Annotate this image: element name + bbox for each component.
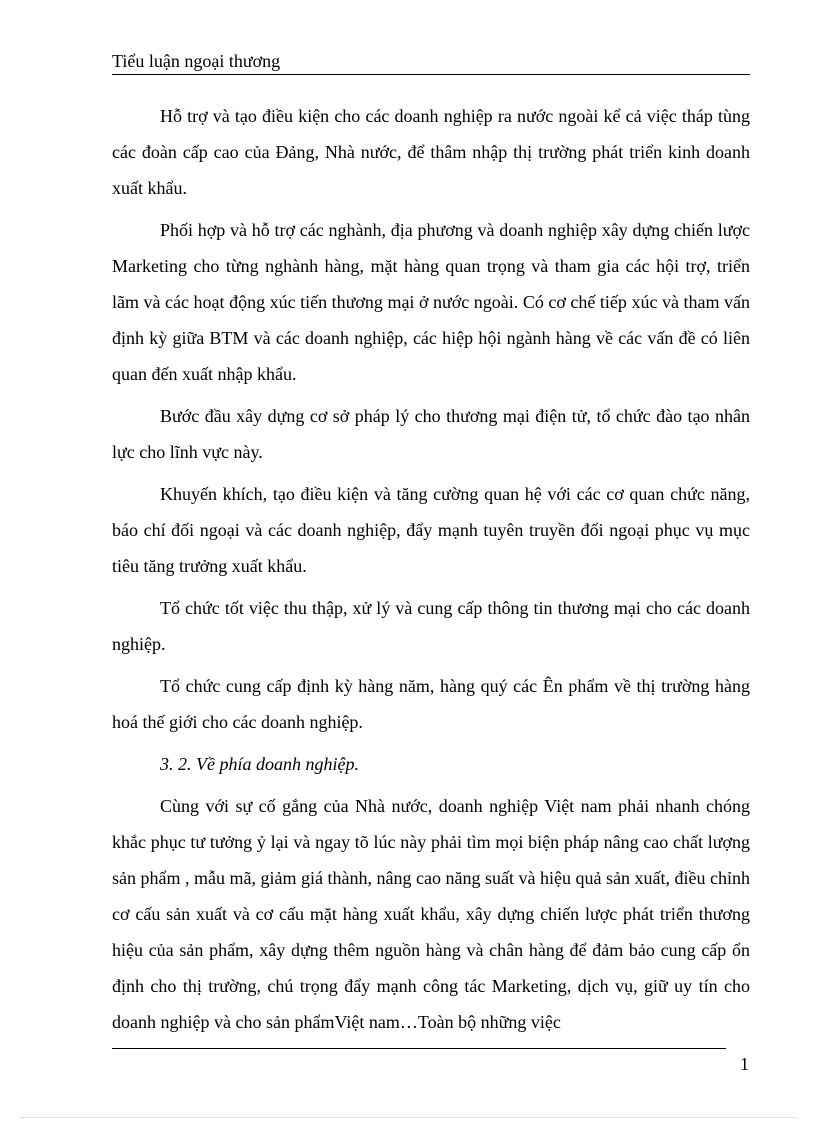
section-heading: 3. 2. Về phía doanh nghiệp. [160, 754, 359, 774]
running-header-title: Tiểu luận ngoại thương [112, 51, 281, 71]
document-body [112, 98, 750, 1046]
paragraph: Tổ chức tốt việc thu thập, xử lý và cung cấp thông tin thương mại cho các doanh nghiệp. [112, 598, 750, 654]
paragraph: Hỗ trợ và tạo điều kiện cho các doanh nghiệp ra nước ngoài kể cả việc tháp tùng các đoàn cấp cao của Đảng, Nhà nước, để thâm nhập thị trường phát triển kinh doanh xuất khẩu. [112, 106, 750, 198]
paragraph: Khuyến khích, tạo điều kiện và tăng cường quan hệ với các cơ quan chức năng, báo chí đối ngoại và các doanh nghiệp, đẩy mạnh tuyên truyền đối ngoại phục vụ mục tiêu tăng trưởng xuất khẩu. [112, 484, 750, 576]
paragraph: Cùng với sự cố gắng của Nhà nước, doanh nghiệp Việt nam phải nhanh chóng khắc phục tư tưởng ỷ lại và ngay tõ lúc này phải tìm mọi biện pháp nâng cao chất lượng sản phẩm , mẫu mã, giảm giá thành, nâng cao năng suất và hiệu quả sản xuất, điều chỉnh cơ cấu sản xuất và cơ cấu mặt hàng xuất khẩu, xây dựng chiến lược phát triển thương hiệu của sản phẩm, xây dựng thêm nguồn hàng và chân hàng để đảm bảo cung cấp ổn định cho thị trường, chú trọng đẩy mạnh công tác Marketing, dịch vụ, giữ uy tín cho doanh nghiệp và cho sản phẩmViệt nam…Toàn bộ những việc [112, 796, 750, 1032]
page-number: 1 [740, 1054, 749, 1074]
header-rule [112, 74, 750, 75]
footer-rule [112, 1048, 726, 1049]
paragraph: Tổ chức cung cấp định kỳ hàng năm, hàng quý các Ên phẩm về thị trường hàng hoá thế giới cho các doanh nghiệp. [112, 676, 750, 732]
page-boundary-dotted-line [20, 1117, 796, 1118]
paragraph: Bước đầu xây dựng cơ sở pháp lý cho thương mại điện tử, tổ chức đào tạo nhân lực cho lĩnh vực này. [112, 406, 750, 462]
paragraph: Phối hợp và hỗ trợ các nghành, địa phương và doanh nghiệp xây dựng chiến lược Marketing cho từng nghành hàng, mặt hàng quan trọng và tham gia các hội trợ, triển lãm và các hoạt động xúc tiến thương mại ở nước ngoài. Có cơ chế tiếp xúc và tham vấn định kỳ giữa BTM và các doanh nghiệp, các hiệp hội ngành hàng về các vấn đề có liên quan đến xuất nhập khẩu. [112, 220, 750, 384]
